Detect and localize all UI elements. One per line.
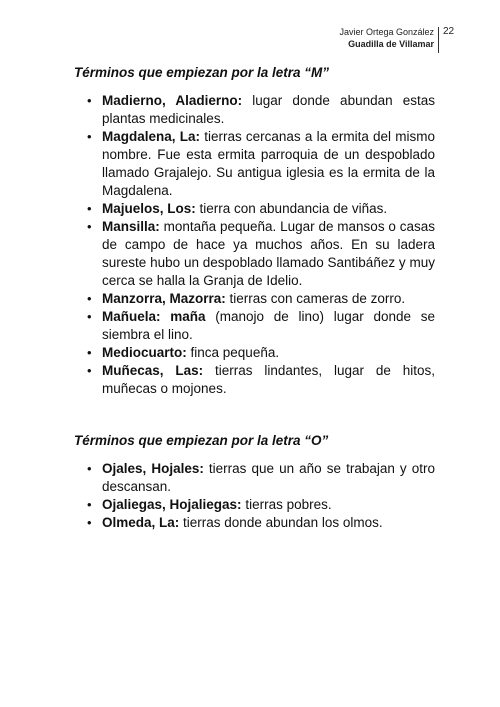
term-definition: finca pequeña.	[186, 345, 280, 360]
list-item	[84, 362, 435, 398]
running-header	[339, 26, 434, 50]
term-list-o	[84, 460, 435, 532]
list-item	[84, 460, 435, 496]
list-item	[84, 496, 435, 514]
term-name: Manzorra, Mazorra:	[102, 291, 226, 306]
term-name: Ojales, Hojales:	[102, 461, 204, 476]
list-item	[84, 218, 435, 290]
header-place: Guadilla de Villamar	[348, 39, 434, 49]
list-item	[84, 514, 435, 532]
term-definition: (manojo de lino) lugar donde se siembra el lino.	[102, 309, 436, 342]
term-definition: lugar donde abundan estas plantas medicinales.	[102, 93, 436, 126]
term-name: Olmeda, La:	[102, 515, 180, 530]
term-name: Mañuela: maña	[102, 309, 206, 324]
term-definition: tierras que un año se trabajan y otro descansan.	[102, 461, 435, 494]
term-definition: tierras cercanas a la ermita del mismo nombre. Fue esta ermita parroquia de un despoblado llamado Grajalejo. Su antigua iglesia es la ermita de la Magdalena.	[102, 129, 435, 198]
section-title-m: Términos que empiezan por la letra “M”	[74, 65, 330, 80]
term-definition: tierras pobres.	[241, 497, 332, 512]
term-name: Mansilla:	[102, 219, 160, 234]
term-name: Magdalena, La:	[102, 129, 200, 144]
term-name: Ojaliegas, Hojaliegas:	[102, 497, 242, 512]
list-item	[84, 308, 435, 344]
list-item	[84, 290, 435, 308]
header-divider	[438, 27, 439, 53]
list-item	[84, 200, 435, 218]
term-list-m	[84, 92, 435, 398]
term-definition: tierras lindantes, lugar de hitos, muñecas o mojones.	[102, 363, 436, 396]
term-definition: tierras con cameras de zorro.	[225, 291, 406, 306]
term-name: Majuelos, Los:	[102, 201, 196, 216]
list-item	[84, 344, 435, 362]
term-name: Muñecas, Las:	[102, 363, 204, 378]
term-name: Madierno, Aladierno:	[102, 93, 243, 108]
term-definition: tierras donde abundan los olmos.	[179, 515, 383, 530]
section-title-o: Términos que empiezan por la letra “O”	[74, 433, 329, 448]
list-item	[84, 92, 435, 128]
header-author: Javier Ortega González	[339, 27, 434, 37]
term-definition: tierra con abundancia de viñas.	[195, 201, 388, 216]
list-item	[84, 128, 435, 200]
page-number: 22	[443, 26, 455, 37]
term-name: Mediocuarto:	[102, 345, 187, 360]
term-definition: montaña pequeña. Lugar de mansos o casas de campo de hace ya muchos años. En su ladera sureste hubo un despoblado llamado Santibáñez y muy cerca se halla la Granja de Idelio.	[102, 219, 435, 288]
